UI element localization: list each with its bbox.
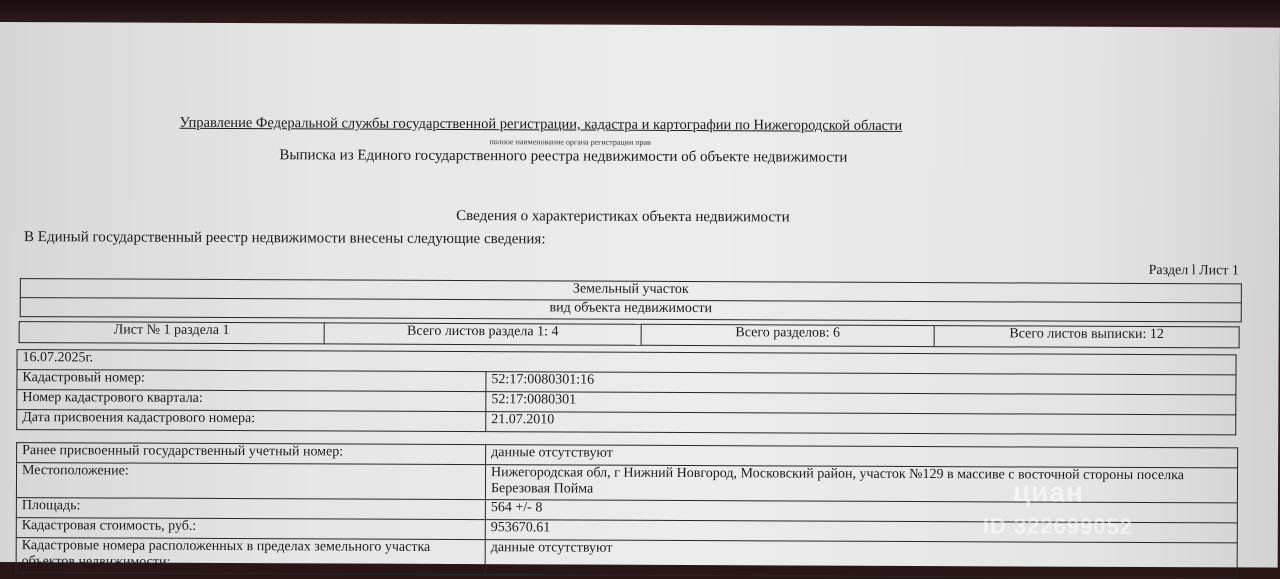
total-sections: Всего разделов: 6 [641,324,934,346]
watermark-brand: циан [1012,476,1084,508]
row-value: 52:17:0080301:16 [486,372,1236,395]
total-sheets-section: Всего листов раздела 1: 4 [324,323,641,345]
object-type: Земельный участок [20,279,1241,303]
row-label: Дата присвоения кадастрового номера: [17,410,486,432]
row-value: данные отсутствуют [485,540,1237,578]
sheet-number: Лист № 1 раздела 1 [19,322,324,344]
table-row [17,410,1236,435]
cadastral-table [16,349,1236,435]
row-value: 21.07.2010 [486,412,1236,435]
intro-text: В Единый государственный реестр недвижимости внесены следующие сведения: [24,229,546,248]
row-label: Местоположение: [16,463,485,500]
section-title: Сведения о характеристиках объекта недвижимости [456,207,790,226]
table-row [16,538,1237,578]
row-label: Кадастровый номер: [17,370,486,392]
row-label: Кадастровые номера расположенных в пределах земельного участка объектов недвижимости: [16,538,485,575]
document-page [0,22,1280,568]
row-value: 564 +/- 8 [485,500,1237,523]
row-value: данные отсутствуют [486,445,1238,468]
row-label: Номер кадастрового квартала: [17,390,486,412]
info-table [16,442,1239,578]
authority-name: Управление Федеральной службы государственной регистрации, кадастра и картографии по Нижегородской области [179,114,903,134]
extract-date: 16.07.2025г. [17,350,1236,375]
row-label: Ранее присвоенный государственный учетный номер: [17,443,486,465]
sheet-reference: Раздел l Лист 1 [1148,263,1239,279]
authority-caption: полное наименование органа регистрации прав [489,137,651,147]
total-sheets-extract: Всего листов выписки: 12 [934,326,1239,348]
row-value: 52:17:0080301 [486,392,1236,415]
row-value: Нижегородская обл, г Нижний Новгород, Московский район, участок №129 в массиве с восточной стороны поселка Березовая Пойма [485,465,1237,503]
row-label: Площадь: [16,498,485,520]
watermark-id: ID 322699052 [982,513,1134,539]
object-type-table [20,278,1242,322]
row-value: 953670.61 [485,520,1237,543]
sheets-table [19,321,1240,348]
row-label: Кадастровая стоимость, руб.: [16,518,485,540]
document-title: Выписка из Единого государственного реестра недвижимости об объекте недвижимости [279,147,848,166]
object-type-caption: вид объекта недвижимости [20,298,1241,322]
